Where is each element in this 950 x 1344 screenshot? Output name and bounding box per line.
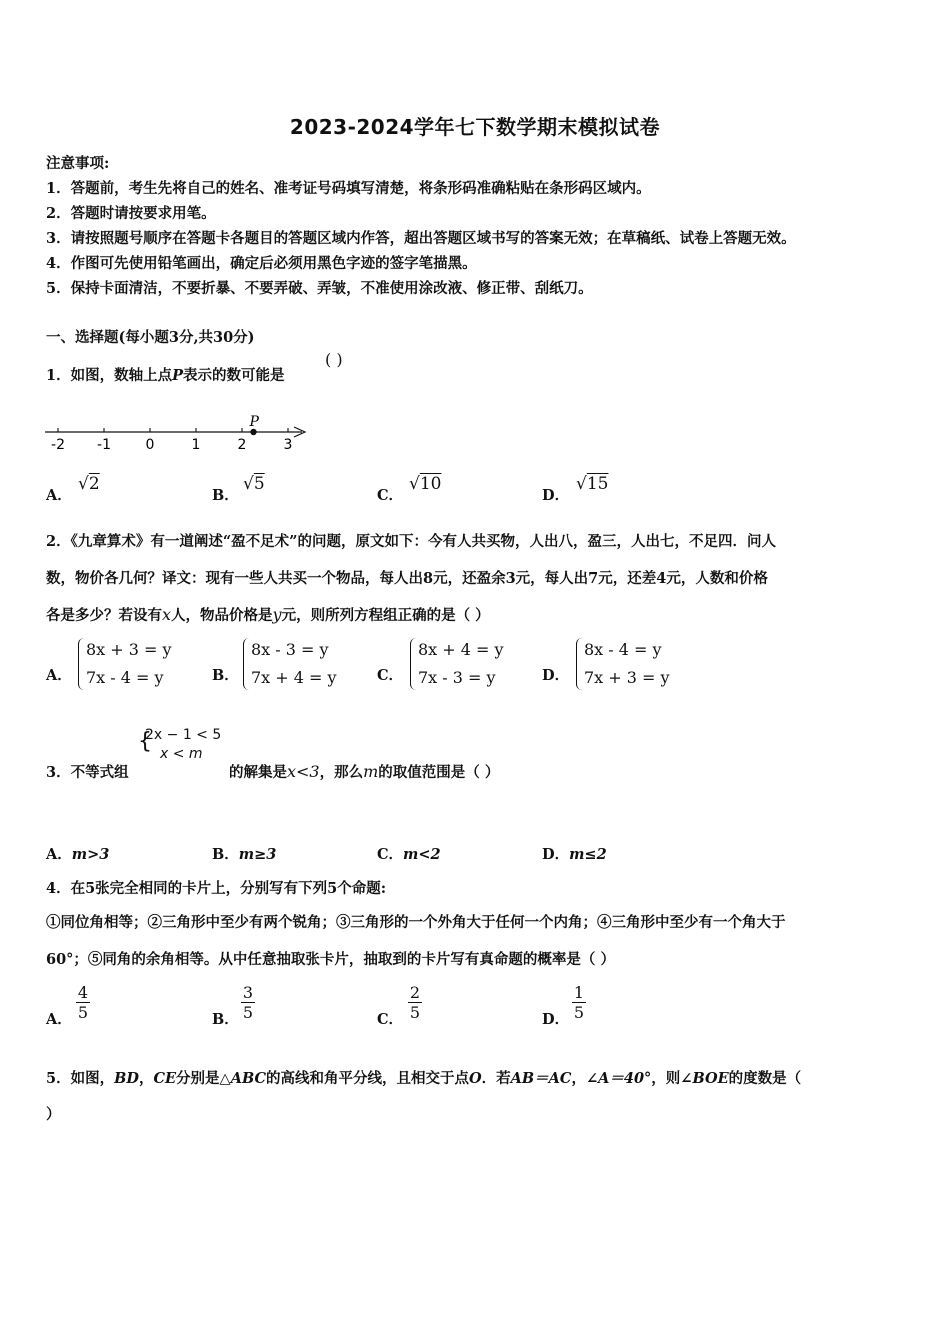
equation: 7x - 4 = y xyxy=(86,668,164,687)
brace-icon xyxy=(576,638,583,690)
q1-option-b-value: √5 xyxy=(243,474,265,494)
q5-text: ．若 xyxy=(481,1070,511,1087)
q4-option-d-fraction xyxy=(572,983,586,1022)
q1-option-a-value: √2 xyxy=(78,474,100,494)
q1-number-line xyxy=(40,410,320,455)
q5-text: ，则∠ xyxy=(651,1070,693,1087)
q1-option-c-label: C． xyxy=(377,487,404,504)
q4-option-c-label: C． xyxy=(377,1011,404,1028)
radicand: 10 xyxy=(419,474,442,494)
q5-text: 5．如图， xyxy=(46,1070,115,1087)
section-heading: 一、选择题(每小题3分,共30分) xyxy=(46,329,255,346)
q1-option-c-value: √10 xyxy=(409,474,442,494)
question-3-stem-post xyxy=(229,761,499,782)
notice-heading: 注意事项: xyxy=(46,155,110,172)
q5-text: ，∠ xyxy=(571,1070,599,1087)
q2-option-b-label: B． xyxy=(212,667,239,684)
q3-option-c xyxy=(377,843,441,864)
option-label: C． xyxy=(377,846,404,863)
q3-var-m: m xyxy=(363,762,379,781)
q3-option-d xyxy=(542,843,607,864)
numerator: 1 xyxy=(573,983,585,1002)
q4-option-c-fraction xyxy=(408,983,422,1022)
question-1-stem xyxy=(46,364,285,385)
option-value: m<2 xyxy=(403,846,441,863)
equation: 8x + 3 = y xyxy=(86,640,172,659)
notice-item: 5．保持卡面清洁，不要折暴、不要弄破、弄皱，不准使用涂改液、修正带、刮纸刀。 xyxy=(46,280,593,297)
axis-tick-label: 1 xyxy=(191,437,201,453)
q1-point-var: P xyxy=(172,367,183,384)
q4-option-b-label: B． xyxy=(212,1011,239,1028)
q3-option-a xyxy=(46,843,109,864)
radicand: 15 xyxy=(586,474,609,494)
equation: 7x - 3 = y xyxy=(418,668,496,687)
q1-option-b-label: B． xyxy=(212,487,239,504)
question-5-line: ） xyxy=(46,1106,61,1123)
q5-text: ， xyxy=(138,1070,154,1087)
q5-math: BOE xyxy=(692,1070,729,1087)
q2-text: 人，物品价格是 xyxy=(171,607,273,624)
question-2-line: 2．《九章算术》有一道阐述“盈不足术”的问题，原文如下：今有人共买物，人出八，盈三，人出七，不足四．问人 xyxy=(46,533,777,550)
q2-text: 元，则所列方程组正确的是（ ） xyxy=(281,607,490,624)
radicand: 2 xyxy=(88,474,100,494)
option-value: m≥3 xyxy=(238,846,277,863)
equation: 8x + 4 = y xyxy=(418,640,504,659)
question-5-line xyxy=(46,1067,801,1088)
question-4-line: 4．在5张完全相同的卡片上，分别写有下列5个命题: xyxy=(46,880,387,897)
q3-text: 的解集是 xyxy=(229,764,287,781)
q1-stem-pre: 1．如图，数轴上点 xyxy=(46,367,173,384)
q1-answer-paren: ( ) xyxy=(325,350,343,369)
numerator: 4 xyxy=(77,983,89,1002)
equation: 8x - 4 = y xyxy=(584,640,662,659)
notice-item: 2．答题时请按要求用笔。 xyxy=(46,205,216,222)
q3-option-b xyxy=(212,843,276,864)
q2-text: 各是多少？若设有 xyxy=(46,607,162,624)
q1-stem-post: 表示的数可能是 xyxy=(183,367,285,384)
brace-icon xyxy=(243,638,250,690)
notice-item: 3．请按照题号顺序在答题卡各题目的答题区域内作答，超出答题区域书写的答案无效；在草稿纸、试卷上答题无效。 xyxy=(46,230,796,247)
brace-icon xyxy=(410,638,417,690)
q5-math: AB＝AC xyxy=(510,1070,572,1087)
q5-math: O xyxy=(469,1070,482,1087)
option-label: D． xyxy=(542,846,570,863)
numerator: 3 xyxy=(242,983,254,1002)
axis-tick-label: 2 xyxy=(237,437,247,453)
denominator: 5 xyxy=(573,1003,585,1022)
option-value: m>3 xyxy=(71,846,110,863)
q5-text: 分别是△ xyxy=(176,1070,231,1087)
denominator: 5 xyxy=(242,1003,254,1022)
q5-math: ABC xyxy=(230,1070,267,1087)
q4-option-a-label: A． xyxy=(46,1011,72,1028)
q4-option-d-label: D． xyxy=(542,1011,570,1028)
q3-text: ，那么 xyxy=(319,764,364,781)
radicand: 5 xyxy=(253,474,265,494)
equation: 8x - 3 = y xyxy=(251,640,329,659)
q5-math: CE xyxy=(153,1070,177,1087)
q1-option-d-label: D． xyxy=(542,487,570,504)
denominator: 5 xyxy=(409,1003,421,1022)
q5-math: A＝40° xyxy=(598,1070,652,1087)
page-title: 2023-2024学年七下数学期末模拟试卷 xyxy=(289,115,661,139)
denominator: 5 xyxy=(77,1003,89,1022)
q2-var-y: y xyxy=(272,605,282,624)
axis-tick-label: 0 xyxy=(145,437,155,453)
numerator: 2 xyxy=(409,983,421,1002)
question-4-line: ①同位角相等；②三角形中至少有两个锐角；③三角形的一个外角大于任何一个内角；④三角形中至少有一个角大于 xyxy=(46,914,786,931)
question-4-line: 60°；⑤同角的余角相等。从中任意抽取张卡片，抽取到的卡片写有真命题的概率是（ ） xyxy=(46,951,615,968)
q2-option-c-label: C． xyxy=(377,667,404,684)
option-value: m≤2 xyxy=(569,846,607,863)
notice-item: 4．作图可先使用铅笔画出，确定后必须用黑色字迹的签字笔描黑。 xyxy=(46,255,477,272)
equation: 7x + 3 = y xyxy=(584,668,670,687)
q2-option-d-label: D． xyxy=(542,667,570,684)
equation: 7x + 4 = y xyxy=(251,668,337,687)
question-2-line: 数，物价各几何？译文：现有一些人共买一个物品，每人出8元，还盈余3元，每人出7元，还差4元，人数和价格 xyxy=(46,570,768,587)
brace-icon: { xyxy=(138,729,152,754)
q2-var-x: x xyxy=(162,605,172,624)
brace-icon xyxy=(78,638,85,690)
q4-option-b-fraction xyxy=(241,983,255,1022)
q4-option-a-fraction xyxy=(76,983,90,1022)
question-2-line xyxy=(46,604,490,625)
q5-text: 的高线和角平分线，且相交于点 xyxy=(266,1070,470,1087)
inequality: 2x − 1 < 5 xyxy=(145,727,222,743)
q1-option-a-label: A． xyxy=(46,487,72,504)
q5-text: 的度数是（ xyxy=(728,1070,802,1087)
point-p-label: P xyxy=(249,414,259,430)
inequality: x < m xyxy=(160,746,203,762)
q3-condition: x<3 xyxy=(287,762,320,781)
q1-option-d-value: √15 xyxy=(576,474,609,494)
axis-tick-label: 3 xyxy=(283,437,293,453)
option-label: B． xyxy=(212,846,239,863)
q5-math: BD xyxy=(114,1070,139,1087)
q3-text: 的取值范围是（ ） xyxy=(378,764,500,781)
q2-option-a-label: A． xyxy=(46,667,72,684)
axis-tick-label: -1 xyxy=(97,437,111,453)
notice-item: 1．答题前，考生先将自己的姓名、准考证号码填写清楚，将条形码准确粘贴在条形码区域内。 xyxy=(46,180,651,197)
question-3-stem-pre: 3．不等式组 xyxy=(46,764,129,781)
axis-tick-label: -2 xyxy=(51,437,65,453)
option-label: A． xyxy=(46,846,72,863)
